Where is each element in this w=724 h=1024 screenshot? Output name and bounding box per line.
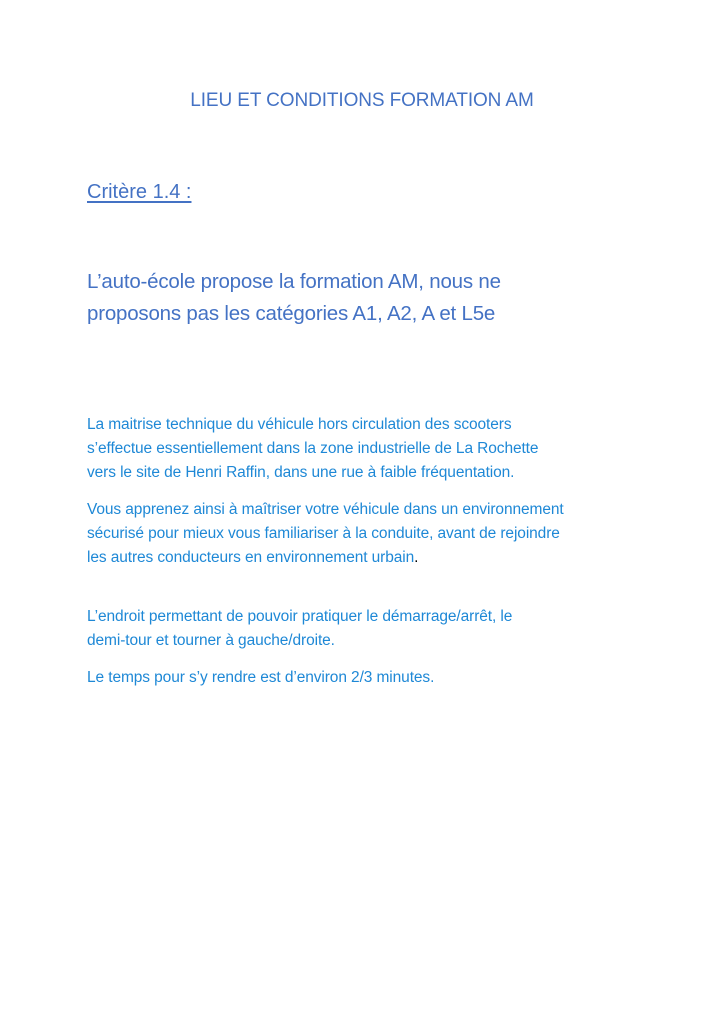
paragraph-technique-line-3: vers le site de Henri Raffin, dans une rue à faible fréquentation.: [87, 464, 515, 481]
paragraph-environment-line-1: Vous apprenez ainsi à maîtriser votre véhicule dans un environnement: [87, 501, 564, 518]
paragraph-environment-period: .: [414, 549, 419, 566]
paragraph-environment-line-2: sécurisé pour mieux vous familiariser à la conduite, avant de rejoindre: [87, 525, 560, 542]
paragraph-travel-time: Le temps pour s’y rendre est d’environ 2/3 minutes.: [87, 669, 435, 686]
paragraph-technique-line-1: La maitrise technique du véhicule hors circulation des scooters: [87, 416, 512, 433]
paragraph-location: [87, 605, 647, 653]
paragraph-technique-line-2: s’effectue essentiellement dans la zone industrielle de La Rochette: [87, 440, 539, 457]
page-title: LIEU ET CONDITIONS FORMATION AM: [190, 90, 534, 111]
paragraph-location-line-1: L’endroit permettant de pouvoir pratiquer le démarrage/arrêt, le: [87, 608, 513, 625]
lead-line-2: proposons pas les catégories A1, A2, A et L5e: [87, 302, 496, 325]
paragraph-environment: [87, 498, 657, 570]
lead-line-1: L’auto-école propose la formation AM, nous ne: [87, 270, 501, 293]
paragraph-location-line-2: demi-tour et tourner à gauche/droite.: [87, 632, 335, 649]
paragraph-environment-line-3: les autres conducteurs en environnement urbain: [87, 549, 415, 566]
criterion-heading: Critère 1.4 :: [87, 181, 192, 203]
lead-paragraph: [87, 266, 647, 330]
paragraph-technique: [87, 413, 647, 485]
